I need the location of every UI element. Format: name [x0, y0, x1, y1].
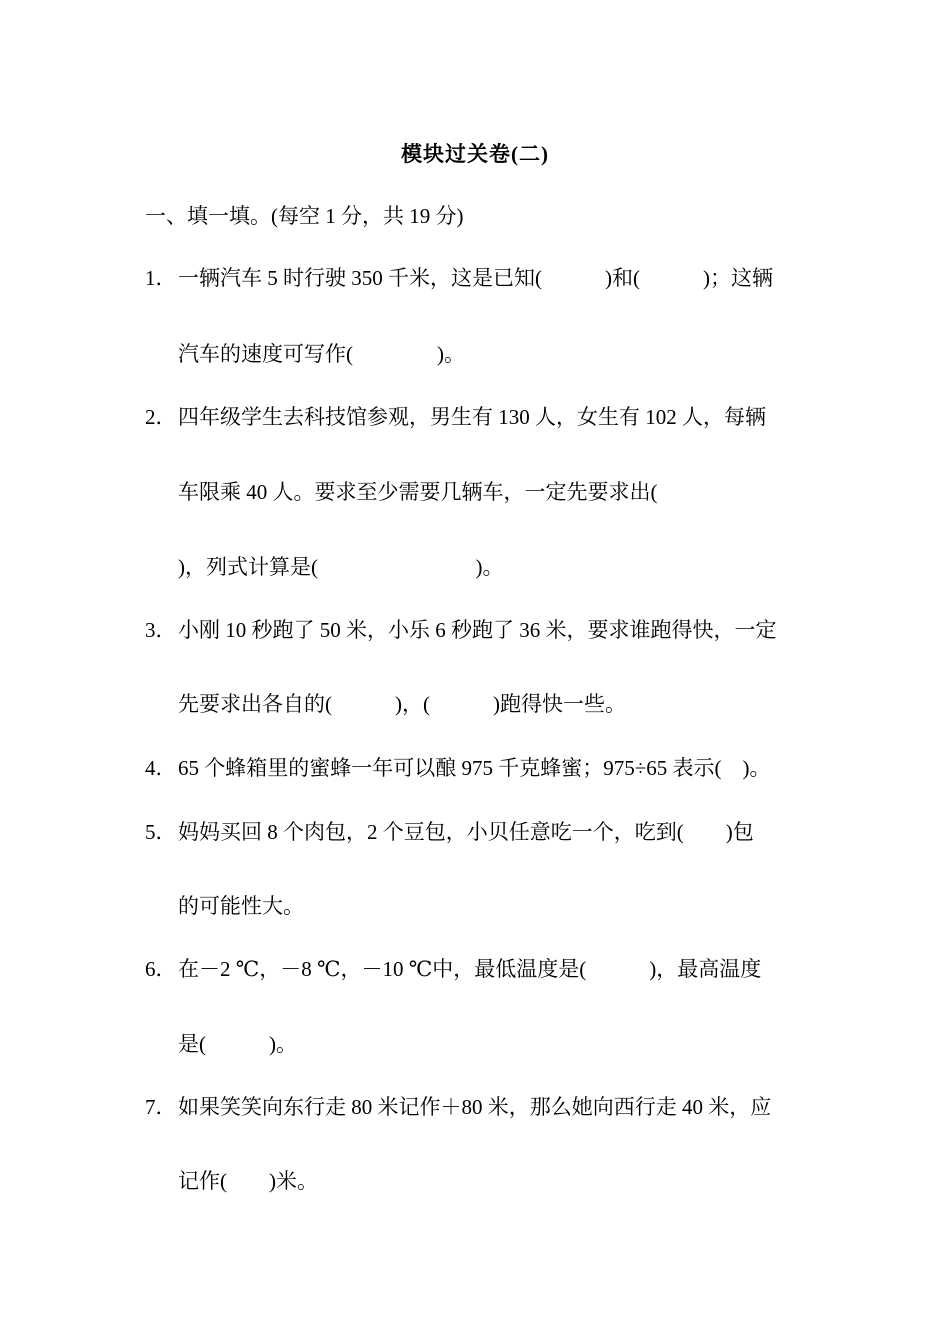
question-text-line: 汽车的速度可写作( )。 [178, 342, 465, 366]
question-number: 6． [145, 957, 177, 981]
question-text-line: 车限乘 40 人。要求至少需要几辆车，一定先要求出( [178, 480, 658, 504]
section-heading: 一、填一填。(每空 1 分，共 19 分) [145, 204, 464, 228]
question-number: 2． [145, 405, 177, 429]
question-text-line: 四年级学生去科技馆参观，男生有 130 人，女生有 102 人，每辆 [178, 405, 766, 429]
question-number: 4． [145, 756, 177, 780]
page-title: 模块过关卷(二) [401, 142, 549, 166]
question-text-line: 记作( )米。 [178, 1169, 318, 1193]
question-text-line: 小刚 10 秒跑了 50 米，小乐 6 秒跑了 36 米，要求谁跑得快，一定 [178, 618, 777, 642]
question-text-line: 65 个蜂箱里的蜜蜂一年可以酿 975 千克蜂蜜；975÷65 表示( )。 [178, 756, 771, 780]
question-text-line: 如果笑笑向东行走 80 米记作＋80 米，那么她向西行走 40 米，应 [178, 1095, 772, 1119]
question-number: 1． [145, 266, 177, 290]
question-text-line: 一辆汽车 5 时行驶 350 千米，这是已知( )和( )；这辆 [178, 266, 773, 290]
question-text-line: 是( )。 [178, 1032, 297, 1056]
question-text-line: 的可能性大。 [178, 894, 304, 918]
question-text-line: 先要求出各自的( )，( )跑得快一些。 [178, 692, 626, 716]
question-text-line: 妈妈买回 8 个肉包，2 个豆包，小贝任意吃一个，吃到( )包 [178, 820, 754, 844]
question-number: 7． [145, 1095, 177, 1119]
question-text-line: 在－2 ℃，－8 ℃，－10 ℃中，最低温度是( )，最高温度 [178, 957, 762, 981]
question-number: 5． [145, 820, 177, 844]
question-number: 3． [145, 618, 177, 642]
question-text-line: )，列式计算是( )。 [178, 555, 504, 579]
